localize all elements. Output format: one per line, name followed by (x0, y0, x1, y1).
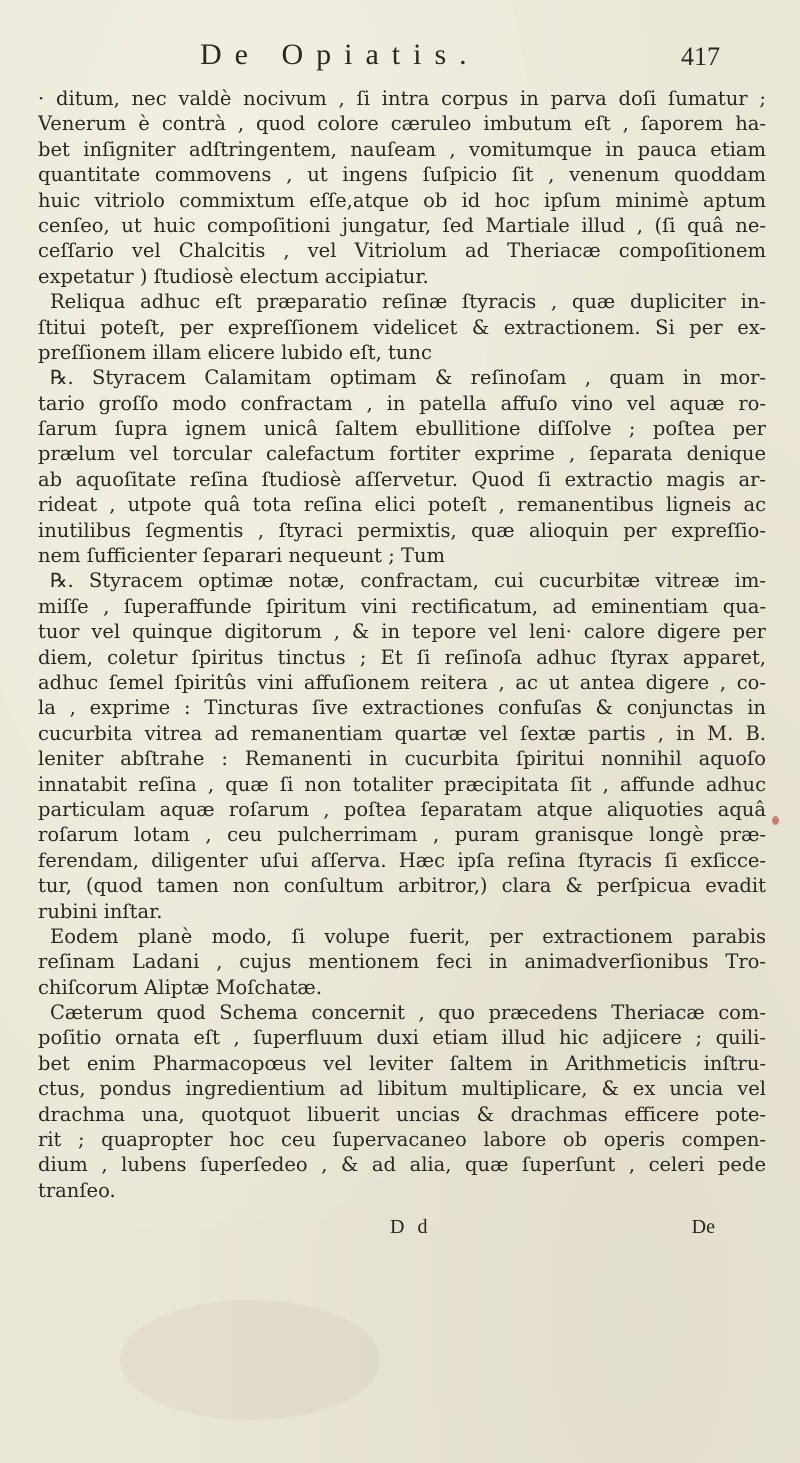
text-line: poſitio ornata eſt , ſuperfluum duxi etiam illud hic adjicere ; quili- (38, 1026, 766, 1050)
text-line: tuor vel quinque digitorum , & in tepore vel leni· calore digere per (38, 620, 766, 644)
signature-mark: D d (390, 1216, 432, 1238)
text-line: ſtitui poteſt, per expreſſionem videlicet & extractionem. Si per ex- (38, 315, 766, 339)
text-line: ab aquoſitate reſina ſtudiosè aſſervetur. Quod ſi extractio magis ar- (38, 467, 766, 491)
text-line: ℞. Styracem optimæ notæ, confractam, cui cucurbitæ vitreæ im- (50, 569, 766, 593)
text-line: Venerum è contrà , quod colore cæruleo imbutum eſt , ſaporem ha- (38, 112, 766, 136)
paper-stain (772, 816, 779, 825)
text-line: adhuc ſemel ſpiritûs vini affuſionem reitera , ac ut antea digere , co- (38, 670, 766, 694)
text-line: bet inſigniter adſtringentem, nauſeam , vomitumque in pauca etiam (38, 137, 766, 161)
text-line: ℞. Styracem Calamitam optimam & reſinoſam , quam in mor- (50, 366, 766, 390)
text-line: Eodem planè modo, ſi volupe fuerit, per extractionem parabis (50, 924, 766, 948)
text-line: expetatur ) ſtudiosè electum accipiatur. (38, 264, 429, 288)
page-header (200, 38, 720, 78)
text-body (38, 86, 766, 1203)
page-footer (390, 1216, 715, 1246)
text-line: innatabit reſina , quæ ſi non totaliter præcipitata ſit , affunde adhuc (38, 772, 766, 796)
text-line: particulam aquæ roſarum , poſtea ſeparatam atque aliquoties aquâ (38, 797, 766, 821)
text-line: roſarum lotam , ceu pulcherrimam , puram granisque longè præ- (38, 823, 766, 847)
text-line: la , exprime : Tincturas ſive extractiones confuſas & conjunctas in (38, 696, 766, 720)
text-line: miſſe , ſuperaffunde ſpiritum vini rectificatum, ad eminentiam qua- (38, 594, 766, 618)
page-number: 417 (681, 42, 720, 71)
text-line: bet enim Pharmacopœus vel leviter ſaltem in Arithmeticis inſtru- (38, 1051, 766, 1075)
text-line: huic vitriolo commixtum eſſe,atque ob id hoc ipſum minimè aptum (38, 188, 766, 212)
text-line: tario groſſo modo confractam , in patella affuſo vino vel aquæ ro- (38, 391, 766, 415)
text-line: inutilibus ſegmentis , ſtyraci permixtis, quæ alioquin per expreſſio- (38, 518, 766, 542)
text-line: tranſeo. (38, 1178, 116, 1202)
text-line: ceſſario vel Chalcitis , vel Vitriolum ad Theriacæ compoſitionem (38, 239, 766, 263)
paper-stain (120, 1300, 380, 1420)
text-line: Reliqua adhuc eſt præparatio reſinæ ſtyracis , quæ dupliciter in- (50, 290, 766, 314)
text-line: ferendam, diligenter uſui aſſerva. Hæc ipſa reſina ſtyracis ſi exſicce- (38, 848, 766, 872)
text-line: · ditum, nec valdè nocivum , ſi intra corpus in parva doſi ſumatur ; (38, 87, 766, 110)
text-line: cenſeo, ut huic compoſitioni jungatur, ſed Martiale illud , (ſi quâ ne- (38, 213, 766, 237)
catchword: De (691, 1216, 715, 1238)
text-line: diem, coletur ſpiritus tinctus ; Et ſi reſinoſa adhuc ſtyrax apparet, (38, 645, 766, 669)
running-title: De Opiatis. (200, 38, 480, 71)
text-line: nem ſufficienter ſeparari nequeunt ; Tum (38, 544, 446, 568)
text-line: cucurbita vitrea ad remanentiam quartæ vel ſextæ partis , in M. B. (38, 721, 766, 745)
text-line: drachma una, quotquot libuerit uncias & drachmas efficere pote- (38, 1102, 766, 1126)
text-line: chiſcorum Aliptæ Moſchatæ. (38, 975, 322, 999)
text-line: dium , lubens ſuperſedeo , & ad alia, quæ ſuperſunt , celeri pede (38, 1153, 766, 1177)
text-line: rideat , utpote quâ tota reſina elici poteſt , remanentibus ligneis ac (38, 493, 766, 517)
text-line: reſinam Ladani , cujus mentionem feci in animadverſionibus Tro- (38, 950, 766, 974)
text-line: tur, (quod tamen non conſultum arbitror,) clara & perſpicua evadit (38, 874, 766, 898)
text-line: rit ; quapropter hoc ceu ſupervacaneo labore ob operis compen- (38, 1128, 766, 1152)
text-line: leniter abſtrahe : Remanenti in cucurbita ſpiritui nonnihil aquoſo (38, 747, 766, 771)
text-line: prælum vel torcular calefactum fortiter exprime , ſeparata denique (38, 442, 766, 466)
text-line: quantitate commovens , ut ingens ſuſpicio ſit , venenum quoddam (38, 163, 766, 187)
text-line: ctus, pondus ingredientium ad libitum multiplicare, & ex uncia vel (38, 1077, 766, 1101)
text-line: rubini inſtar. (38, 899, 163, 923)
text-line: Cæterum quod Schema concernit , quo præcedens Theriacæ com- (50, 1001, 766, 1025)
text-line: preſſionem illam elicere lubido eſt, tunc (38, 340, 432, 364)
text-line: ſarum ſupra ignem unicâ ſaltem ebullitione diſſolve ; poſtea per (38, 417, 766, 441)
